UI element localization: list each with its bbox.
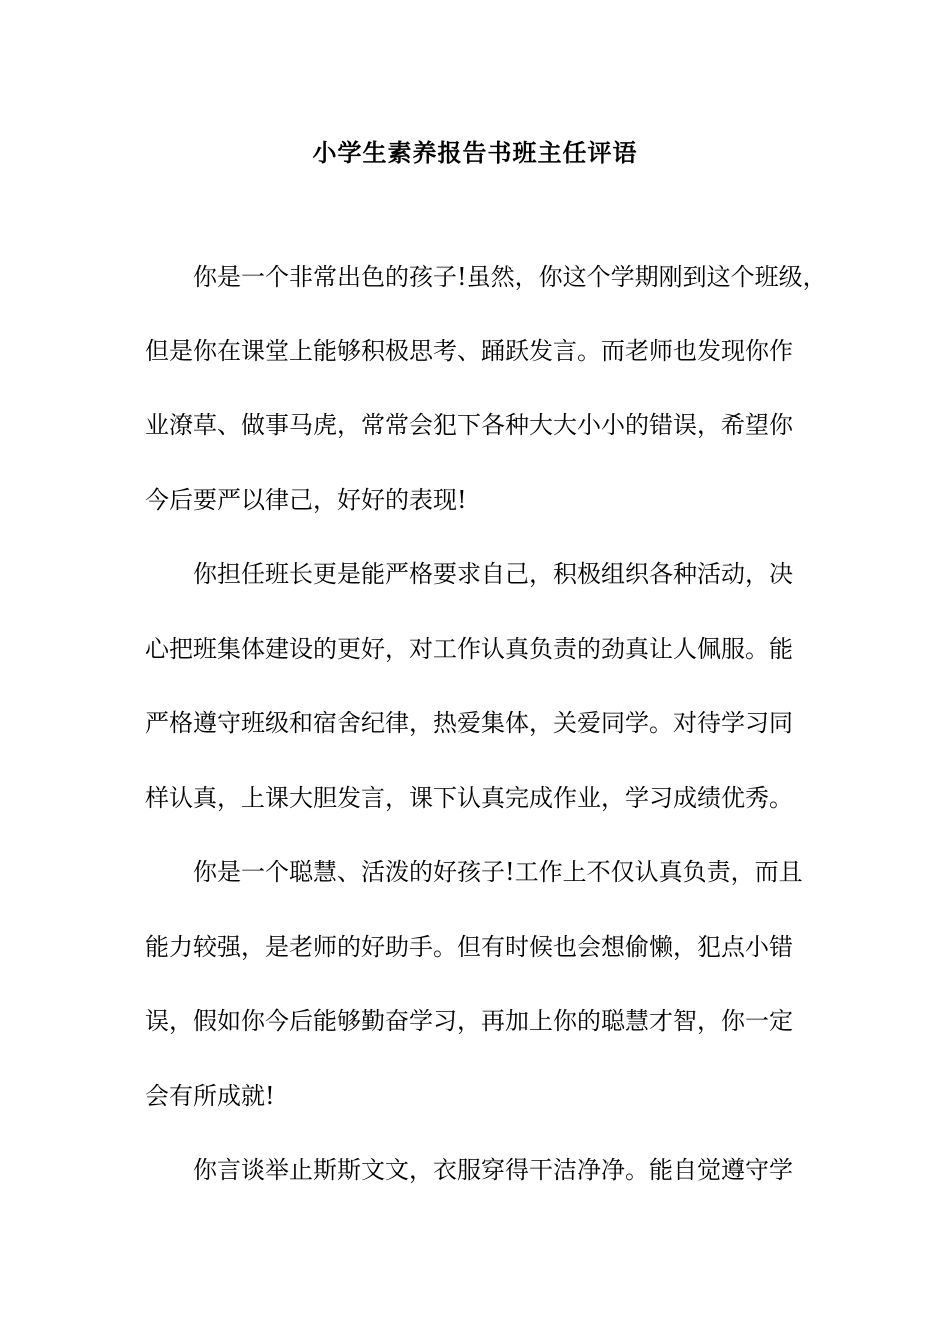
paragraph-3-line-3: 误，假如你今后能够勤奋学习，再加上你的聪慧才智，你一定 [145,1007,793,1035]
paragraph-1-line-4: 今后要严以律己，好好的表现! [145,486,467,514]
paragraph-2-line-4: 样认真，上课大胆发言，课下认真完成作业，学习成绩优秀。 [145,784,793,812]
paragraph-4-line-1: 你言谈举止斯斯文文，衣服穿得干洁净净。能自觉遵守学 [193,1156,793,1184]
paragraph-2-line-1: 你担任班长更是能严格要求自己，积极组织各种活动，决 [193,560,793,588]
paragraph-2-line-2: 心把班集体建设的更好，对工作认真负责的劲真让人佩服。能 [145,635,793,663]
paragraph-1-line-3: 业潦草、做事马虎，常常会犯下各种大大小小的错误，希望你 [145,411,793,439]
paragraph-3-line-4: 会有所成就! [145,1082,275,1110]
paragraph-1-line-1: 你是一个非常出色的孩子!虽然，你这个学期刚到这个班级， [193,263,827,291]
paragraph-1-line-2: 但是你在课堂上能够积极思考、踊跃发言。而老师也发现你作 [145,337,793,365]
paragraph-3-line-2: 能力较强，是老师的好助手。但有时候也会想偷懒，犯点小错 [145,933,793,961]
paragraph-2-line-3: 严格遵守班级和宿舍纪律，热爱集体，关爱同学。对待学习同 [145,709,793,737]
paragraph-3-line-1: 你是一个聪慧、活泼的好孩子!工作上不仅认真负责，而且 [193,858,803,886]
document-title: 小学生素养报告书班主任评语 [312,138,638,167]
